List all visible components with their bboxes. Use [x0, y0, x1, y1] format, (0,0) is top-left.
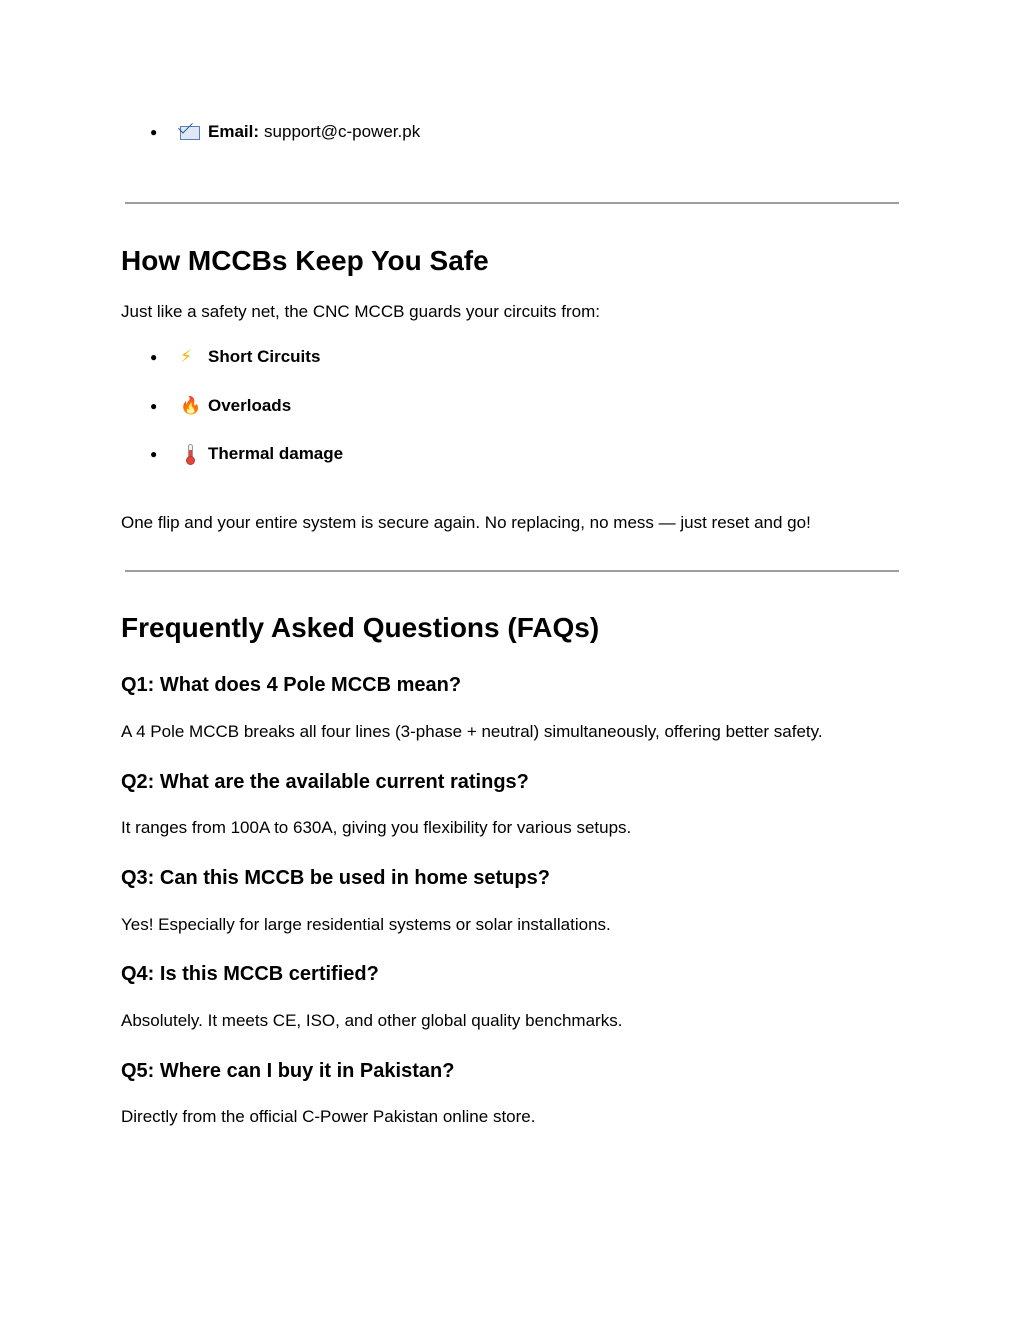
bullet-dot: ● [150, 447, 158, 461]
faq-question: Q5: Where can I buy it in Pakistan? [121, 1060, 455, 1082]
safety-item-label: Thermal damage [208, 444, 344, 463]
safety-intro: Just like a safety net, the CNC MCCB guards your circuits from: [121, 302, 600, 321]
safety-item [150, 395, 291, 417]
bullet-dot: ● [150, 350, 158, 364]
thermometer-icon [180, 444, 208, 464]
faq-question: Q4: Is this MCCB certified? [121, 963, 379, 985]
faq-answer: Absolutely. It meets CE, ISO, and other global quality benchmarks. [121, 1011, 623, 1030]
horizontal-divider [125, 570, 899, 572]
email-address: support@c-power.pk [264, 122, 421, 141]
section-heading-faqs: Frequently Asked Questions (FAQs) [121, 612, 600, 643]
faq-answer: Directly from the official C-Power Pakistan online store. [121, 1107, 536, 1126]
safety-item [150, 346, 320, 368]
lightning-icon: ⚡ [180, 347, 192, 366]
contact-email-item [150, 121, 420, 143]
faq-question: Q3: Can this MCCB be used in home setups? [121, 867, 550, 889]
section-heading-safety: How MCCBs Keep You Safe [121, 245, 489, 276]
horizontal-divider [125, 202, 899, 204]
faq-question: Q2: What are the available current ratings? [121, 771, 529, 793]
fire-icon: 🔥 [180, 396, 202, 415]
email-label: Email: [208, 122, 260, 141]
faq-answer: Yes! Especially for large residential systems or solar installations. [121, 915, 611, 934]
faq-answer: A 4 Pole MCCB breaks all four lines (3-phase + neutral) simultaneously, offering better safety. [121, 722, 823, 741]
faq-question: Q1: What does 4 Pole MCCB mean? [121, 674, 462, 696]
bullet-dot: ● [150, 399, 158, 413]
safety-item-label: Overloads [208, 396, 292, 415]
bullet-dot: ● [150, 125, 158, 139]
safety-item-label: Short Circuits [208, 347, 321, 366]
safety-item [150, 443, 343, 465]
safety-outro: One flip and your entire system is secure again. No replacing, no mess — just reset and go! [121, 513, 811, 532]
faq-answer: It ranges from 100A to 630A, giving you flexibility for various setups. [121, 818, 632, 837]
envelope-icon [180, 126, 200, 140]
